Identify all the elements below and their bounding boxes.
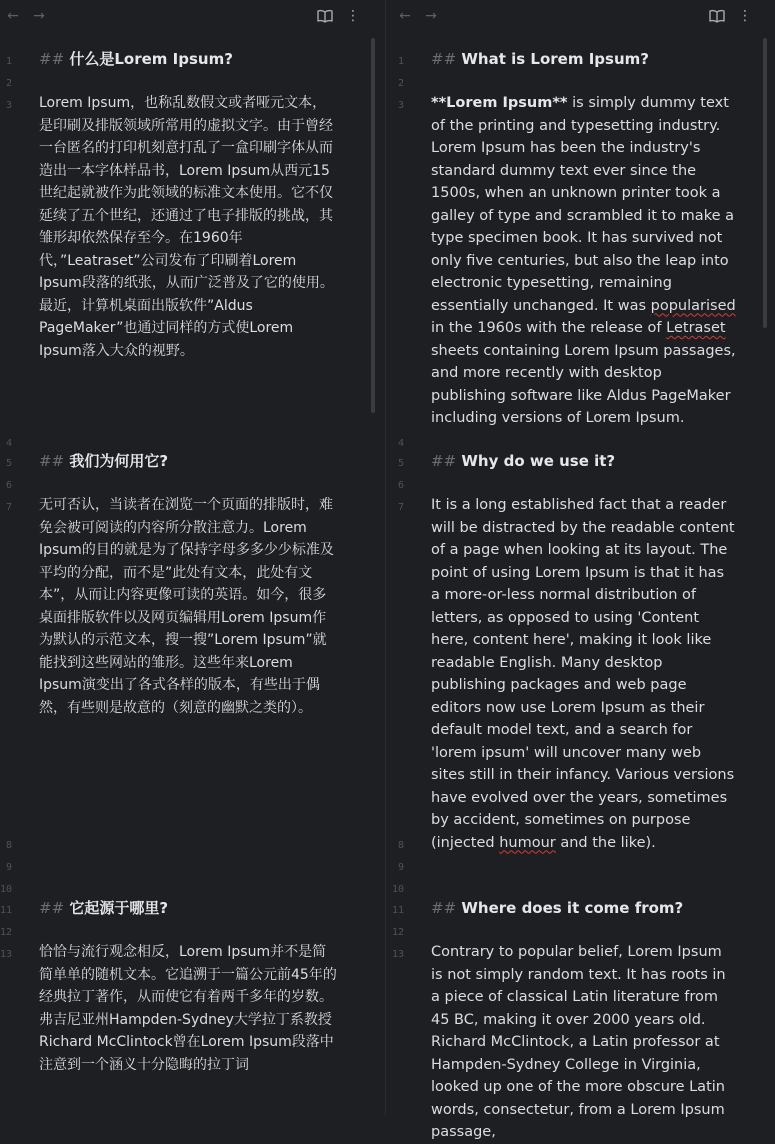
line-number: 9: [397, 862, 404, 873]
heading-2: [431, 450, 736, 473]
heading-marker: ##: [39, 50, 65, 68]
paragraph-2: 无可否认，当读者在浏览一个页面的排版时，难免会被可阅读的内容所分散注意力。Lorem Ipsum的目的就是为了保持字母多多少少标准及平均的分配，而不是”此处有文本，此处有文本”，从而让内容更像可读的英语。如今，很多桌面排版软件以及网页编辑用Lorem Ipsum作为默认的示范文本，搜一搜”Lorem Ipsum”就能找到这些网站的雏形。这些年来Lorem Ipsum演变出了各式各样的版本，有些出于偶然，有些则是故意的（刻意的幽默之类的）。: [39, 497, 334, 716]
paragraph-text: in the 1960s with the release of: [431, 297, 741, 336]
line-number: 12: [392, 927, 405, 938]
arrow-left-icon[interactable]: ←: [7, 8, 19, 24]
arrow-right-icon[interactable]: →: [33, 8, 45, 24]
paragraph-3: Contrary to popular belief, Lorem Ipsum is not simply random text. It has roots in a piece of classical Latin literature from 45 BC, making it over 2000 years old. Richard McClintock, a Latin professor at Hampden-Sydney College in Virginia, looked up one of the more obscure Latin words, consectetur, from a Lorem Ipsum passage,: [431, 944, 731, 1140]
editor-left[interactable]: [0, 48, 385, 1115]
paragraph-2: [431, 494, 740, 854]
pane-header-right: [386, 0, 775, 32]
heading-3: [431, 897, 736, 920]
paragraph-1: Lorem Ipsum，也称乱数假文或者哑元文本，是印刷及排版领域所常用的虚拟文字。由于曾经一台匿名的打印机刻意打乱了一盒印刷字体从而造出一本字体样品书，Lorem Ipsum从西元15世纪起就被作为此领域的标准文本使用。它不仅延续了五个世纪，还通过了电子排版的挑战，其雏形却依然保存至今。在1960年代，”Leatraset”公司发布了印刷着Lorem Ipsum段落的纸张，从而广泛普及了它的使用。最近，计算机桌面出版软件”Aldus PageMaker”也通过同样的方式使Lorem Ipsum落入大众的视野。: [39, 95, 334, 359]
line-number: 2: [5, 78, 12, 89]
line-number: 13: [392, 949, 405, 960]
paragraph-text: sheets containing Lorem Ipsum passages, and more recently with desktop publishing software like Aldus PageMaker including versions of Lorem Ipsum.: [431, 320, 741, 426]
pane-header-left: [0, 0, 385, 32]
book-open-icon[interactable]: [708, 7, 726, 25]
paragraph-1: [431, 92, 741, 430]
line-number: 13: [0, 949, 13, 960]
misspelled-word[interactable]: popularised: [650, 297, 736, 314]
line-number: 10: [0, 884, 13, 895]
line-number: 3: [397, 100, 404, 111]
book-open-icon[interactable]: [316, 7, 334, 25]
line-number: 4: [5, 438, 12, 449]
paragraph-text: is simply dummy text of the printing and typesetting industry. Lorem Ipsum has been the industry's standard dummy text ever since the 1500s, when an unknown printer took a galley of type and scrambled it to make a type specimen book. It has survived not only five centuries, but also the leap into electronic typesetting, remaining essentially unchanged. It was: [431, 95, 739, 314]
paragraph-3: 恰恰与流行观念相反，Lorem Ipsum并不是简简单单的随机文本。它追溯于一篇公元前45年的经典拉丁著作，从而使它有着两千多年的岁数。弗吉尼亚州Hampden-Sydney大学拉丁系教授Richard McClintock曾在Lorem Ipsum段落中注意到一个涵义十分隐晦的拉丁词: [39, 944, 337, 1073]
line-number: 11: [392, 905, 405, 916]
heading-1: [39, 48, 339, 71]
line-number: 3: [5, 100, 12, 111]
line-number: 10: [392, 884, 405, 895]
line-number: 11: [0, 905, 13, 916]
heading-text: What is Lorem Ipsum?: [461, 50, 649, 68]
line-number: 8: [5, 840, 12, 851]
misspelled-word[interactable]: humour: [499, 834, 556, 851]
heading-3: [39, 897, 339, 920]
line-number: 5: [5, 458, 12, 469]
arrow-left-icon[interactable]: ←: [399, 8, 411, 24]
line-number: 7: [397, 502, 404, 513]
paragraph-text: and the like).: [555, 834, 656, 851]
more-vertical-icon[interactable]: ⋮: [738, 8, 752, 24]
editor-pane-right: [386, 0, 775, 1140]
editor-pane-left: [0, 0, 385, 1115]
heading-1: [431, 48, 736, 71]
bold-text: **Lorem Ipsum**: [431, 95, 568, 111]
heading-text: Where does it come from?: [461, 899, 684, 917]
heading-marker: ##: [431, 899, 457, 917]
editor-right[interactable]: [386, 48, 775, 1140]
heading-text: 什么是Lorem Ipsum?: [69, 50, 233, 68]
line-number: 8: [397, 840, 404, 851]
heading-text: 我们为何用它?: [69, 452, 169, 470]
line-number: 6: [5, 480, 12, 491]
line-number: 4: [397, 438, 404, 449]
arrow-right-icon[interactable]: →: [425, 8, 437, 24]
line-number: 12: [0, 927, 13, 938]
line-number: 1: [5, 56, 12, 67]
heading-marker: ##: [39, 452, 65, 470]
heading-marker: ##: [431, 452, 457, 470]
heading-marker: ##: [39, 899, 65, 917]
paragraph-text: It is a long established fact that a reader will be distracted by the readable content of a page when looking at its layout. The point of using Lorem Ipsum is that it has a more-or-less normal distribution of letters, as opposed to using 'Content here, content here', making it look like readable English. Many desktop publishing packages and web page editors now use Lorem Ipsum as their default model text, and a search for 'lorem ipsum' will uncover many web sites still in their infancy. Various versions have evolved over the years, sometimes by accident, sometimes on purpose (injected: [431, 497, 740, 851]
line-number: 9: [5, 862, 12, 873]
line-number: 5: [397, 458, 404, 469]
misspelled-word[interactable]: Letraset: [666, 320, 726, 336]
line-number: 1: [397, 56, 404, 67]
heading-2: [39, 450, 339, 473]
more-vertical-icon[interactable]: ⋮: [346, 8, 360, 24]
line-number: 6: [397, 480, 404, 491]
line-number: 7: [5, 502, 12, 513]
heading-text: 它起源于哪里?: [69, 899, 169, 917]
heading-text: Why do we use it?: [461, 452, 616, 470]
line-number: 2: [397, 78, 404, 89]
heading-marker: ##: [431, 50, 457, 68]
